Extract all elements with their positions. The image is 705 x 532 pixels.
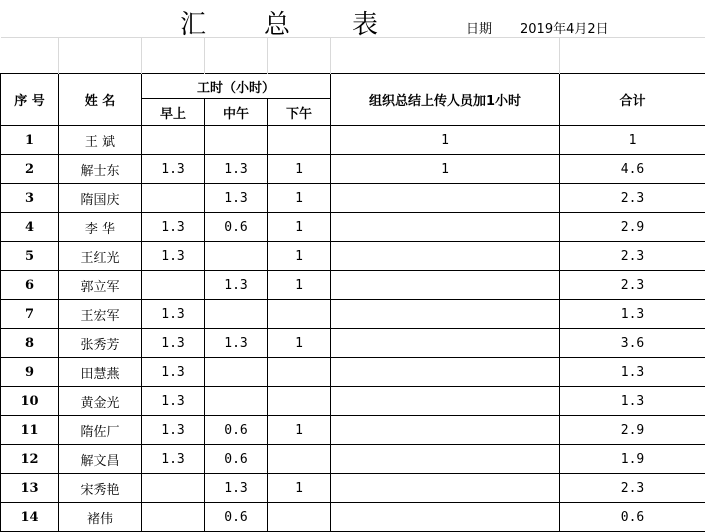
row-total-cell[interactable]: 1.3 [560,387,705,416]
row-afternoon-cell[interactable]: 1 [268,213,331,242]
row-morning-cell[interactable]: 1.3 [142,358,205,387]
row-noon-cell[interactable] [205,126,268,155]
table-row [1,503,705,532]
row-total-cell[interactable]: 1.3 [560,358,705,387]
table-row [1,271,705,300]
row-extra-cell[interactable] [331,242,560,271]
row-noon-cell[interactable] [205,358,268,387]
row-afternoon-cell[interactable]: 1 [268,416,331,445]
row-noon-cell[interactable]: 0.6 [205,445,268,474]
row-morning-cell[interactable]: 1.3 [142,329,205,358]
work-hours-header[interactable]: 工时（小时） [142,74,331,99]
table-row [1,329,705,358]
row-afternoon-cell[interactable] [268,387,331,416]
row-morning-cell[interactable] [142,184,205,213]
row-index-cell[interactable]: 12 [1,445,59,474]
row-extra-cell[interactable] [331,445,560,474]
row-extra-cell[interactable] [331,300,560,329]
row-name-cell[interactable]: 解士东 [59,155,142,184]
row-total-cell[interactable]: 2.9 [560,416,705,445]
index-header[interactable]: 序 号 [1,74,59,126]
total-header[interactable]: 合计 [560,74,705,126]
row-afternoon-cell[interactable] [268,358,331,387]
blank-cell[interactable] [205,38,268,74]
table-row [1,416,705,445]
row-afternoon-cell[interactable] [268,445,331,474]
row-index-cell[interactable]: 9 [1,358,59,387]
row-noon-cell[interactable]: 1.3 [205,329,268,358]
row-total-cell[interactable]: 4.6 [560,155,705,184]
blank-cell[interactable] [142,38,205,74]
row-index-cell[interactable]: 13 [1,474,59,503]
title-char-1: 汇 [180,4,206,41]
row-index-cell[interactable]: 5 [1,242,59,271]
row-index-cell[interactable]: 7 [1,300,59,329]
row-morning-cell[interactable] [142,503,205,532]
row-morning-cell[interactable]: 1.3 [142,387,205,416]
row-name-cell[interactable]: 张秀芳 [59,329,142,358]
table-row [1,358,705,387]
row-index-cell[interactable]: 3 [1,184,59,213]
row-extra-cell[interactable] [331,213,560,242]
row-morning-cell[interactable]: 1.3 [142,213,205,242]
row-index-cell[interactable]: 6 [1,271,59,300]
row-afternoon-cell[interactable] [268,126,331,155]
row-afternoon-cell[interactable] [268,300,331,329]
row-extra-cell[interactable] [331,503,560,532]
row-extra-cell[interactable]: 1 [331,155,560,184]
title-char-2: 总 [264,4,290,41]
row-name-cell[interactable]: 李 华 [59,213,142,242]
row-name-cell[interactable]: 王 斌 [59,126,142,155]
row-afternoon-cell[interactable]: 1 [268,329,331,358]
row-morning-cell[interactable] [142,271,205,300]
row-noon-cell[interactable]: 1.3 [205,474,268,503]
row-total-cell[interactable]: 0.6 [560,503,705,532]
row-total-cell[interactable]: 2.9 [560,213,705,242]
blank-cell[interactable] [1,38,59,74]
row-total-cell[interactable]: 2.3 [560,184,705,213]
row-total-cell[interactable]: 1.3 [560,300,705,329]
row-morning-cell[interactable]: 1.3 [142,155,205,184]
row-total-cell[interactable]: 2.3 [560,242,705,271]
table-row [1,242,705,271]
row-noon-cell[interactable] [205,242,268,271]
blank-cell[interactable] [331,38,560,74]
row-afternoon-cell[interactable]: 1 [268,155,331,184]
row-afternoon-cell[interactable]: 1 [268,242,331,271]
row-name-cell[interactable]: 田慧燕 [59,358,142,387]
header-row-1 [1,74,705,99]
row-morning-cell[interactable]: 1.3 [142,242,205,271]
row-name-cell[interactable]: 褚伟 [59,503,142,532]
row-morning-cell[interactable]: 1.3 [142,416,205,445]
morning-header[interactable]: 早上 [142,99,205,126]
row-morning-cell[interactable] [142,474,205,503]
row-morning-cell[interactable]: 1.3 [142,445,205,474]
blank-cell[interactable] [59,38,142,74]
afternoon-header[interactable]: 下午 [268,99,331,126]
table-row [1,387,705,416]
row-noon-cell[interactable]: 1.3 [205,184,268,213]
table-row [1,155,705,184]
row-extra-cell[interactable] [331,184,560,213]
summary-upload-header[interactable]: 组织总结上传人员加1小时 [331,74,560,126]
row-name-cell[interactable]: 王红光 [59,242,142,271]
blank-cell[interactable] [268,38,331,74]
row-afternoon-cell[interactable] [268,503,331,532]
table-row [1,445,705,474]
row-index-cell[interactable]: 11 [1,416,59,445]
row-extra-cell[interactable] [331,358,560,387]
row-total-cell[interactable]: 3.6 [560,329,705,358]
table-row [1,300,705,329]
row-index-cell[interactable]: 2 [1,155,59,184]
row-morning-cell[interactable]: 1.3 [142,300,205,329]
row-noon-cell[interactable]: 1.3 [205,155,268,184]
row-afternoon-cell[interactable]: 1 [268,271,331,300]
row-noon-cell[interactable]: 0.6 [205,213,268,242]
row-name-cell[interactable]: 解文昌 [59,445,142,474]
date-label: 日期 [466,18,492,37]
row-afternoon-cell[interactable]: 1 [268,474,331,503]
row-index-cell[interactable]: 4 [1,213,59,242]
row-total-cell[interactable]: 2.3 [560,474,705,503]
row-morning-cell[interactable] [142,126,205,155]
row-name-cell[interactable]: 隋国庆 [59,184,142,213]
row-name-cell[interactable]: 王宏军 [59,300,142,329]
title-char-3: 表 [352,4,378,41]
row-total-cell[interactable]: 2.3 [560,271,705,300]
row-noon-cell[interactable]: 0.6 [205,416,268,445]
row-extra-cell[interactable] [331,271,560,300]
row-noon-cell[interactable]: 1.3 [205,271,268,300]
row-afternoon-cell[interactable]: 1 [268,184,331,213]
blank-cell[interactable] [560,38,705,74]
table-row [1,474,705,503]
row-name-cell[interactable]: 宋秀艳 [59,474,142,503]
row-name-cell[interactable]: 郭立军 [59,271,142,300]
row-extra-cell[interactable] [331,387,560,416]
row-index-cell[interactable]: 14 [1,503,59,532]
row-name-cell[interactable]: 黄金光 [59,387,142,416]
blank-row [1,38,705,74]
row-noon-cell[interactable] [205,387,268,416]
row-total-cell[interactable]: 1 [560,126,705,155]
table-row [1,184,705,213]
row-extra-cell[interactable] [331,329,560,358]
date-value: 2019年4月2日 [520,18,609,37]
row-extra-cell[interactable] [331,474,560,503]
row-total-cell[interactable]: 1.9 [560,445,705,474]
noon-header[interactable]: 中午 [205,99,268,126]
row-index-cell[interactable]: 10 [1,387,59,416]
row-index-cell[interactable]: 1 [1,126,59,155]
row-noon-cell[interactable] [205,300,268,329]
row-extra-cell[interactable] [331,416,560,445]
row-noon-cell[interactable]: 0.6 [205,503,268,532]
table-row [1,126,705,155]
row-extra-cell[interactable]: 1 [331,126,560,155]
row-name-cell[interactable]: 隋佐厂 [59,416,142,445]
row-index-cell[interactable]: 8 [1,329,59,358]
table-row [1,213,705,242]
name-header[interactable]: 姓 名 [59,74,142,126]
